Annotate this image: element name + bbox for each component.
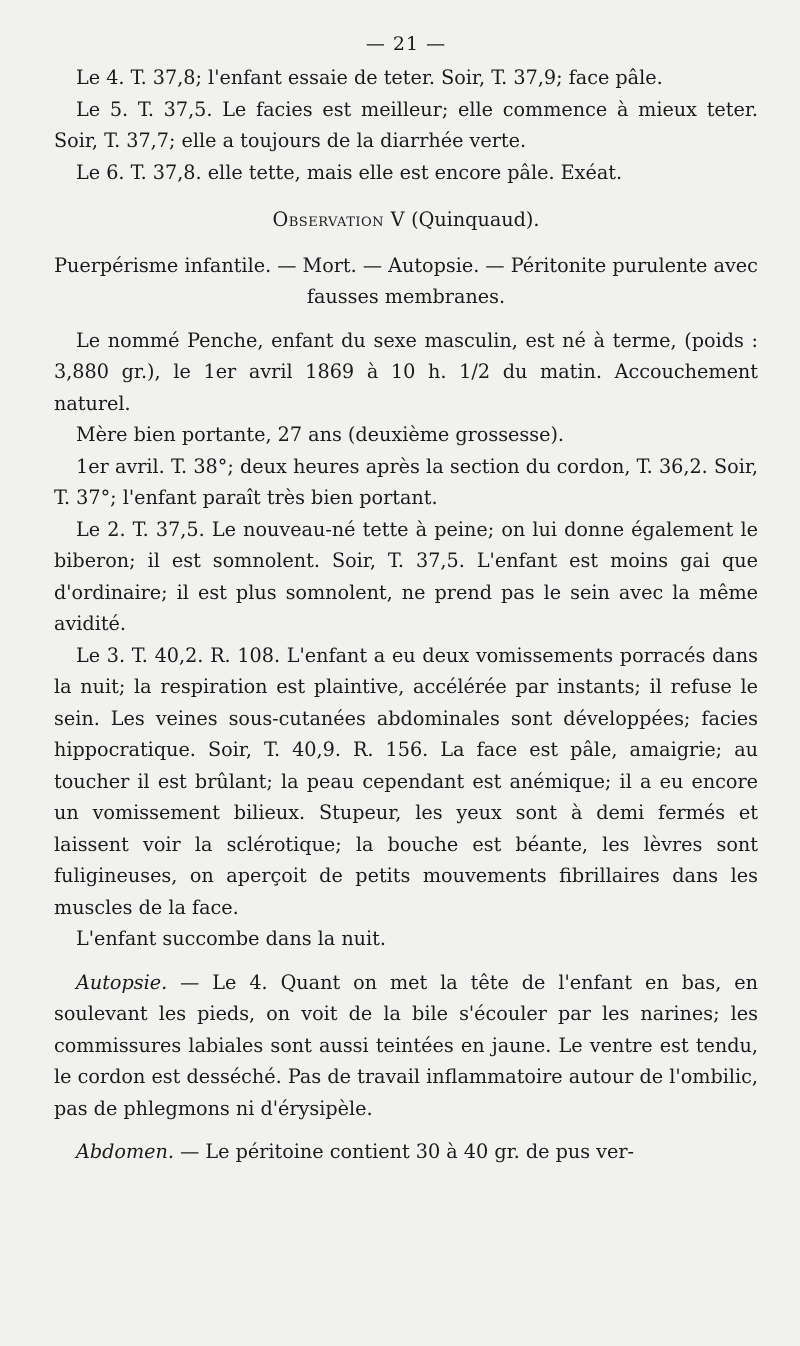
paragraph-day-6: Le 6. T. 37,8. elle tette, mais elle est encore pâle. Exéat.: [76, 160, 623, 184]
page-number: — 21 —: [365, 33, 447, 55]
autopsie-label: Autopsie.: [76, 970, 168, 994]
observation-author: (Quinquaud).: [411, 208, 540, 231]
observation-title: Observation V: [272, 208, 405, 231]
paragraph-day-5: Le 5. T. 37,5. Le facies est meilleur; elle commence à mieux teter. Soir, T. 37,7; elle a toujours de la diarrhée verte.: [54, 97, 758, 152]
paragraph-death: L'enfant succombe dans la nuit.: [76, 927, 386, 950]
paragraph-day-3: Le 3. T. 40,2. R. 108. L'enfant a eu deux vomissements porracés dans la nuit; la respiration est plaintive, accélérée par instants; il refuse le sein. Les veines sous-cutanées abdominales sont développées; facies hippocratique. Soir, T. 40,9. R. 156. La face est pâle, amaigrie; au toucher il est brûlant; la peau cependant est anémique; il a eu encore un vomissement bilieux. Stupeur, les yeux sont à demi fermés et laissent voir la sclérotique; la bouche est béante, les lèvres sont fuligineuses, on aperçoit de petits mouvements fibrillaires dans les muscles de la face.: [54, 643, 758, 919]
paragraph-day-4: Le 4. T. 37,8; l'enfant essaie de teter. Soir, T. 37,9; face pâle.: [76, 66, 663, 89]
paragraph-birth: Le nommé Penche, enfant du sexe masculin, est né à terme, (poids : 3,880 gr.), le 1er avril 1869 à 10 h. 1/2 du matin. Accouchement naturel.: [54, 328, 758, 415]
abdomen-text: — Le péritoine contient 30 à 40 gr. de pus ver-: [173, 1140, 635, 1163]
paragraph-abdomen: [54, 1136, 758, 1168]
observation-subtitle: Puerpérisme infantile. — Mort. — Autopsie. — Péritonite purulente avec fausses membranes.: [54, 253, 758, 308]
autopsie-text: — Le 4. Quant on met la tête de l'enfant en bas, en soulevant les pieds, on voit de la bile s'écouler par les narines; les commissures labiales sont aussi teintées en jaune. Le ventre est tendu, le cordon est desséché. Pas de travail inflammatoire autour de l'ombilic, pas de phlegmons ni d'érysipèle.: [54, 970, 758, 1120]
abdomen-label: Abdomen.: [76, 1140, 174, 1163]
paragraph-autopsie: [54, 967, 758, 1125]
paragraph-day-2: Le 2. T. 37,5. Le nouveau-né tette à peine; on lui donne également le biberon; il est somnolent. Soir, T. 37,5. L'enfant est moins gai que d'ordinaire; il est plus somnolent, ne prend pas le sein avec la même avidité.: [54, 517, 758, 635]
paragraph-april-1: 1er avril. T. 38°; deux heures après la section du cordon, T. 36,2. Soir, T. 37°; l'enfant paraît très bien portant.: [54, 454, 758, 509]
paragraph-mother: Mère bien portante, 27 ans (deuxième grossesse).: [76, 423, 565, 446]
observation-heading: [54, 204, 758, 236]
